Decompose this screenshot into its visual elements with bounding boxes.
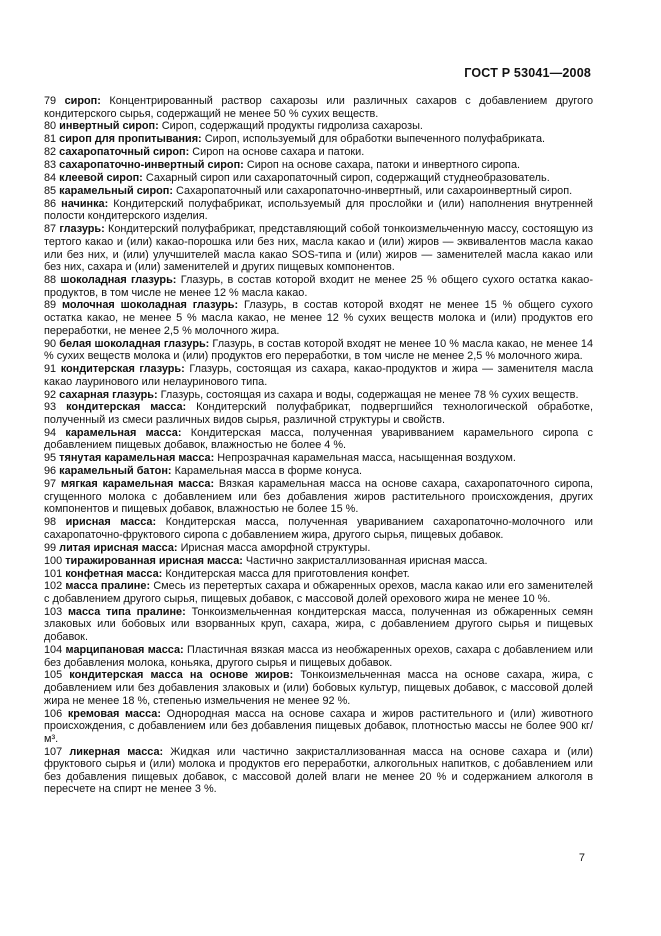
term-entry	[44, 606, 593, 644]
entry-definition: Кондитерская масса, полученная увариванием сахаропаточно-молочного или сахаропаточно-фруктового сиропа с добавлением жира, другого сырья, пищевых добавок.	[44, 516, 594, 541]
entry-definition: Глазурь, в состав которой входят не менее 10 % масла какао, не менее 14 % сухих веществ молока и (или) продуктов его переработки, в том числе не менее 2,5 % молочного жира.	[44, 337, 593, 363]
term-entry	[44, 452, 593, 465]
entry-definition: Сахарный сироп или сахаропаточный сироп, содержащий студнеобразователь.	[145, 172, 550, 185]
entry-number: 89	[44, 299, 57, 312]
entry-definition: Кондитерская масса для приготовления конфет.	[165, 567, 410, 580]
entry-definition: Кондитерский полуфабрикат, подвергшийся технологической обработке, полученный из смеси различных видов сырья, различной структуры и свойств.	[44, 401, 593, 426]
entry-definition: Сироп, используемый для обработки выпеченного полуфабриката.	[204, 133, 546, 146]
entry-definition: Тонкоизмельченная кондитерская масса, полученная из обжаренных семян злаковых или бобовых или взорванных круп, сахара, жира, с добавлением другого сырья и пищевых добавок.	[44, 605, 594, 644]
entry-number: 92	[44, 388, 57, 401]
term-entry	[44, 198, 593, 223]
entry-number: 84	[44, 172, 57, 185]
term-entry	[44, 172, 593, 185]
entry-number: 95	[44, 452, 57, 465]
entry-term: ирисная масса:	[65, 516, 157, 529]
entry-term: карамельная масса:	[65, 426, 182, 439]
entry-definition: Кондитерский полуфабрикат, используемый для прослойки и (или) наполнения внутренней полости кондитерского изделия.	[44, 197, 593, 223]
term-entry	[44, 159, 593, 172]
entry-number: 82	[44, 146, 57, 159]
entry-definition: Тонкоизмельченная масса на основе сахара, жира, с добавлением или без добавления злаковых и (или) бобовых культур, пищевых добавок, с массовой долей жира не менее 18 %, степенью измельчения не менее 92 %.	[44, 669, 593, 707]
entry-number: 90	[44, 337, 57, 350]
term-entry	[44, 299, 593, 337]
entry-term: сахаропаточный сироп:	[59, 146, 190, 159]
term-entry	[44, 133, 593, 146]
entry-term: кондитерская масса:	[66, 401, 187, 414]
entry-term: мягкая карамельная масса:	[60, 478, 215, 491]
entry-term: кондитерская глазурь:	[60, 363, 185, 376]
entry-number: 83	[44, 159, 57, 172]
entry-term: литая ирисная масса:	[59, 541, 178, 554]
terms-list	[44, 95, 593, 796]
entry-number: 85	[44, 184, 57, 197]
entry-term: белая шоколадная глазурь:	[59, 337, 210, 350]
entry-number: 106	[44, 707, 63, 720]
entry-number: 86	[44, 197, 57, 210]
entry-number: 103	[44, 605, 63, 618]
term-entry	[44, 223, 593, 273]
entry-definition: Кондитерская масса, полученная уваривванием карамельного сиропа с добавлением пищевых добавок, влажностью не более 4 %.	[44, 426, 594, 452]
term-entry	[44, 363, 593, 388]
entry-number: 96	[44, 465, 57, 478]
entry-definition: Жидкая или частично закристаллизованная масса на основе сахара и (или) фруктового сырья и (или) молока и продуктов его переработки, алкогольных напитков, с добавлением или без добавления пищевых добавок, с массовой долей влаги не менее 20 % и содержанием алкоголя в пересчете на спирт не менее 3 %.	[44, 745, 594, 796]
entry-definition: Ирисная масса аморфной структуры.	[180, 541, 371, 554]
entry-term: молочная шоколадная глазурь:	[61, 299, 239, 312]
entry-term: карамельный батон:	[59, 465, 172, 478]
entry-number: 93	[44, 401, 57, 414]
term-entry	[44, 746, 593, 796]
entry-definition: Сироп на основе сахара и патоки.	[192, 146, 365, 159]
entry-number: 105	[44, 669, 63, 682]
entry-definition: Вязкая карамельная масса на основе сахара, сахаропаточного сиропа, сгущенного молока с добавлением или без добавления жиров растительного происхождения, других компонентов и пищевых добавок, влажностью не более 15 %.	[44, 478, 594, 516]
entry-number: 97	[44, 478, 57, 491]
entry-number: 99	[44, 541, 57, 554]
term-entry	[44, 120, 593, 133]
entry-number: 87	[44, 223, 57, 236]
entry-term: сахарная глазурь:	[59, 388, 158, 401]
term-entry	[44, 644, 593, 669]
term-entry	[44, 555, 593, 568]
term-entry	[44, 338, 593, 363]
entry-term: тиражированная ирисная масса:	[65, 554, 243, 567]
term-entry	[44, 465, 593, 478]
term-entry	[44, 95, 593, 120]
entry-definition: Сироп на основе сахара, патоки и инвертного сиропа.	[246, 159, 521, 172]
term-entry	[44, 274, 593, 299]
term-entry	[44, 580, 593, 605]
term-entry	[44, 389, 593, 402]
term-entry	[44, 478, 593, 516]
term-entry	[44, 427, 593, 452]
page-number: 7	[578, 852, 585, 864]
entry-number: 88	[44, 273, 57, 286]
term-entry	[44, 516, 593, 541]
entry-term: масса пралине:	[65, 580, 151, 593]
entry-term: масса типа пралине:	[68, 605, 186, 618]
entry-definition: Сахаропаточный или сахаропаточно-инвертный, или сахароинвертный сироп.	[176, 184, 573, 197]
entry-definition: Концентрированный раствор сахарозы или различных сахаров с добавлением другого кондитерского сырья, содержащий не менее 50 % сухих веществ.	[44, 95, 594, 120]
standard-designation: ГОСТ Р 53041—2008	[464, 66, 591, 80]
entry-number: 80	[44, 120, 57, 133]
entry-term: карамельный сироп:	[59, 184, 173, 197]
entry-term: глазурь:	[59, 223, 105, 236]
term-entry	[44, 146, 593, 159]
entry-number: 100	[44, 554, 63, 567]
entry-term: кремовая масса:	[67, 707, 161, 720]
entry-definition: Кондитерский полуфабрикат, представляющий собой тонкоизмельченную массу, состоящую из тертого какао и (или) какао-порошка или без них, масла какао и (или) жиров — эквивалентов масла какао или без них, и (или) улучшителей масла какао SOS-типа и (или) жиров — заменителей масла какао или без них, сахара и (или) заменителей и других пищевых компонентов.	[44, 223, 593, 274]
entry-term: шоколадная глазурь:	[60, 273, 177, 286]
entry-definition: Глазурь, состоящая из сахара, какао-продуктов и жира — заменителя масла какао лауринового или нелауринового типа.	[44, 363, 594, 388]
entry-term: начинка:	[61, 197, 109, 210]
term-entry	[44, 708, 593, 746]
entry-number: 104	[44, 643, 63, 656]
entry-definition: Пластичная вязкая масса из необжаренных орехов, сахара с добавлением или без добавления молока, коньяка, другого сырья и пищевых добавок.	[44, 643, 594, 669]
entry-number: 91	[44, 363, 57, 376]
term-entry	[44, 542, 593, 555]
entry-definition: Смесь из перетертых сахара и обжаренных орехов, масла какао или его заменителей с добавлением другого сырья, пищевых добавок, с массовой долей орехового жира не менее 10 %.	[44, 580, 593, 605]
entry-term: сироп для пропитывания:	[59, 133, 202, 146]
entry-term: кондитерская масса на основе жиров:	[69, 669, 294, 682]
entry-number: 101	[44, 567, 63, 580]
entry-term: тянутая карамельная масса:	[59, 452, 215, 465]
term-entry	[44, 401, 593, 426]
entry-definition: Частично закристаллизованная ирисная масса.	[245, 554, 488, 567]
entry-term: сироп:	[64, 95, 101, 107]
entry-definition: Глазурь, состоящая из сахара и воды, содержащая не менее 78 % сухих веществ.	[160, 388, 579, 401]
entry-definition: Глазурь, в состав которой входят не менее 15 % общего сухого остатка какао, не менее 5 % масла какао, не менее 12 % сухих веществ молока и (или) продуктов его переработки, не менее 2,5 % молочного жира.	[44, 299, 593, 337]
entry-number: 81	[44, 133, 57, 146]
entry-number: 94	[44, 426, 57, 439]
entry-number: 79	[44, 95, 57, 107]
term-entry	[44, 669, 593, 707]
entry-definition: Сироп, содержащий продукты гидролиза сахарозы.	[161, 120, 423, 133]
entry-term: ликерная масса:	[69, 745, 164, 758]
entry-number: 98	[44, 516, 57, 529]
entry-definition: Непрозрачная карамельная масса, насыщенная воздухом.	[217, 452, 516, 465]
entry-number: 107	[44, 745, 63, 758]
entry-number: 102	[44, 580, 63, 593]
entry-definition: Однородная масса на основе сахара и жиров растительного и (или) животного происхождения, с добавлением или без добавления пищевых добавок, плотностью массы не более 900 кг/ м³.	[44, 707, 593, 745]
term-entry	[44, 568, 593, 581]
term-entry	[44, 185, 593, 198]
entry-definition: Карамельная масса в форме конуса.	[174, 465, 363, 478]
entry-definition: Глазурь, в состав которой входит не менее 25 % общего сухого остатка какао-продуктов, в том числе не менее 12 % масла какао.	[44, 273, 593, 299]
entry-term: марципановая масса:	[65, 643, 184, 656]
entry-term: сахаропаточно-инвертный сироп:	[59, 159, 244, 172]
entry-term: инвертный сироп:	[59, 120, 159, 133]
entry-term: конфетная масса:	[65, 567, 163, 580]
entry-term: клеевой сироп:	[59, 172, 143, 185]
